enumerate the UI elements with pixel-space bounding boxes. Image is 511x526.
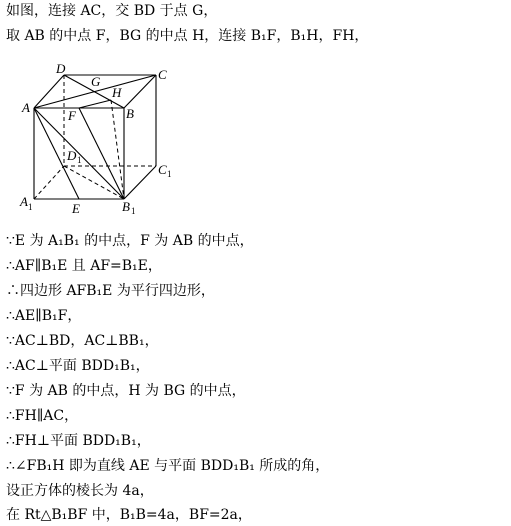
proof-line-6: ∴AC⊥平面 BDD₁B₁， [6, 358, 150, 374]
label-F: F [68, 108, 76, 123]
label-A1: A [20, 194, 28, 209]
intro-line-1: 如图，连接 AC，交 BD 于点 G， [6, 3, 218, 19]
label-C1: C [158, 162, 167, 177]
proof-line-2: ∴AF∥B₁E 且 AF=B₁E， [6, 258, 162, 274]
proof-line-10: ∴∠FB₁H 即为直线 AE 与平面 BDD₁B₁ 所成的角， [6, 458, 330, 474]
label-H: H [112, 85, 122, 100]
label-A: A [22, 100, 30, 115]
label-E: E [72, 201, 80, 216]
edge-B-C [124, 75, 156, 108]
proof-line-8: ∴FH∥AC， [6, 408, 79, 424]
edge-A-D [34, 75, 64, 108]
label-D1: D [67, 148, 77, 163]
intro-line-2: 取 AB 的中点 F，BG 的中点 H，连接 B₁F，B₁H，FH， [6, 28, 369, 44]
cube-figure [0, 0, 511, 226]
label-D: D [56, 61, 66, 76]
proof-line-12: 在 Rt△B₁BF 中，B₁B=4a，BF=2a， [6, 507, 252, 523]
hidden-segment-H-B1 [111, 100, 124, 199]
label-C: C [158, 67, 167, 82]
label-C1-subscript: 1 [167, 169, 172, 179]
proof-line-11: 设正方体的棱长为 4a， [6, 483, 154, 499]
segment-A-B1 [34, 108, 124, 199]
proof-line-5: ∵AC⊥BD，AC⊥BB₁， [6, 333, 159, 349]
proof-line-4: ∴AE∥B₁F， [6, 308, 82, 324]
edge-B1-C1 [124, 166, 156, 199]
proof-line-7: ∵F 为 AB 的中点，H 为 BG 的中点， [6, 383, 246, 399]
proof-line-1: ∵E 为 A₁B₁ 的中点，F 为 AB 的中点， [6, 233, 254, 249]
label-D1-subscript: 1 [77, 155, 82, 165]
label-G: G [91, 74, 101, 89]
label-A1-subscript: 1 [28, 202, 33, 212]
label-B1: B [122, 199, 130, 214]
segment-F-H [79, 100, 111, 108]
hidden-segment-D1-B1 [64, 166, 124, 199]
segment-F-B1 [79, 108, 124, 199]
proof-line-9: ∴FH⊥平面 BDD₁B₁， [6, 433, 151, 449]
proof-line-3: ∴四边形 AFB₁E 为平行四边形， [6, 283, 215, 299]
label-B1-subscript: 1 [131, 206, 136, 216]
hidden-edge-A1-D1 [34, 166, 64, 199]
label-B: B [126, 106, 134, 121]
